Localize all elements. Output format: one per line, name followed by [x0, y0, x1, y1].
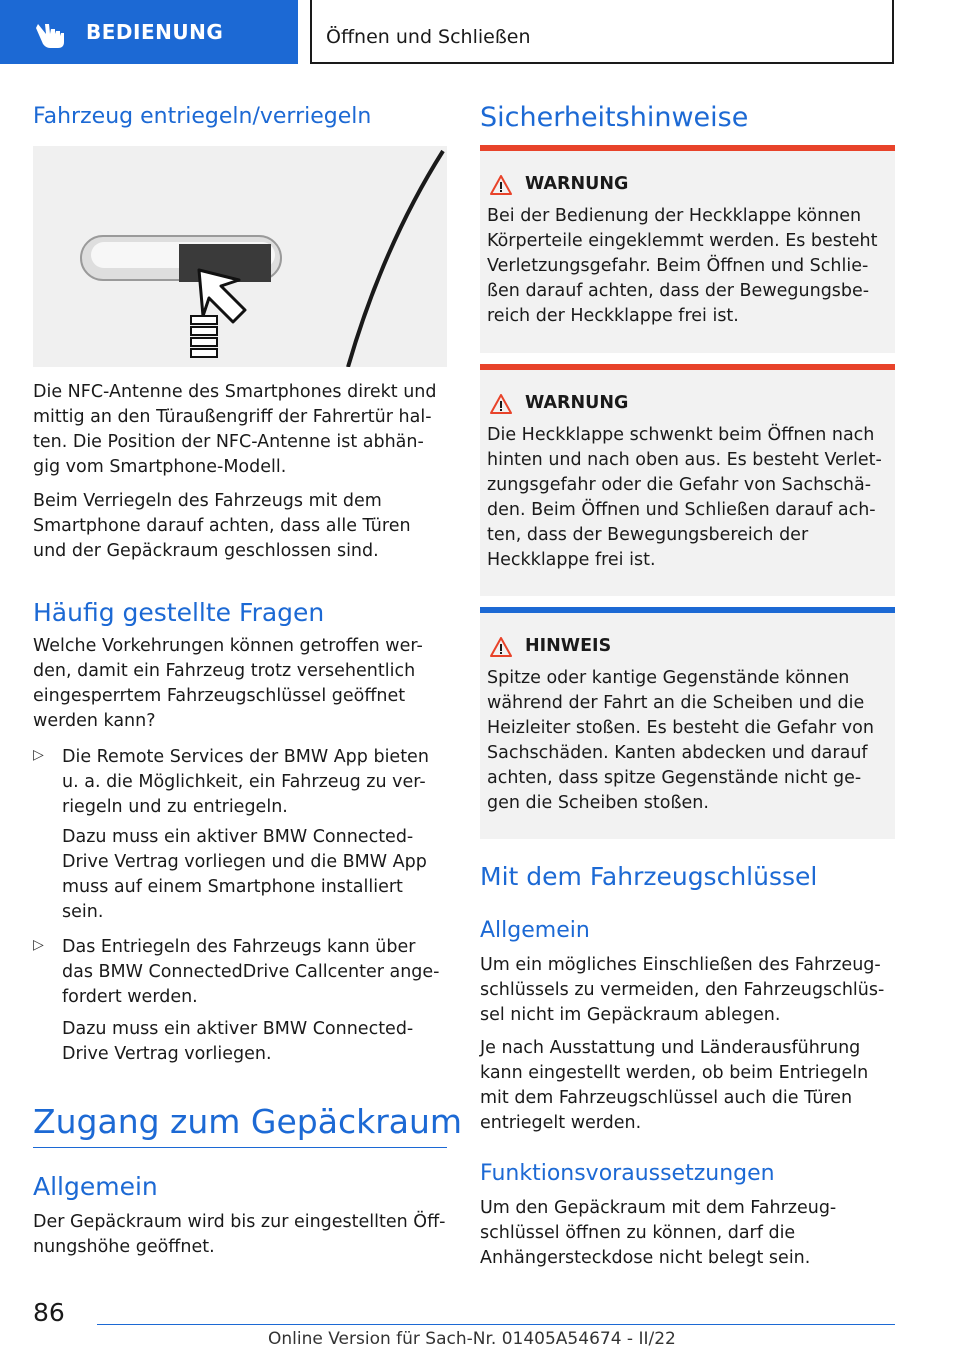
- paragraph-laenderausfuehrung: Je nach Ausstattung und Länderausführung kann eingestellt werden, ob beim Entriegeln mit dem Fahrzeugschlüssel auch die Türen entriegelt werden.: [480, 1038, 869, 1133]
- hint-triangle-icon: [490, 637, 512, 657]
- heading-zugang-gepaeckraum: Zugang zum Gepäckraum: [33, 1102, 463, 1141]
- heading-funktionsvoraussetzungen: Funktionsvoraussetzungen: [480, 1161, 775, 1186]
- paragraph-einschliessen: Um ein mögliches Einschließen des Fahrzeug-schlüssels zu vermeiden, den Fahrzeugschlüs-sel nicht im Gepäckraum ablegen.: [480, 955, 885, 1025]
- faq-question: Welche Vorkehrungen können getroffen wer-den, damit ein Fahrzeug trotz versehentlich eingesperrtem Fahrzeugschlüssel geöffnet werden kann?: [33, 636, 423, 731]
- heading-mit-dem-fahrzeugschluessel: Mit dem Fahrzeugschlüssel: [480, 862, 818, 891]
- chapter-tab: [0, 0, 298, 64]
- notice-title: WARNUNG: [525, 174, 629, 194]
- triangle-bullet-icon: ▷: [33, 747, 44, 763]
- warning-notice: [480, 364, 895, 596]
- hint-notice: [480, 607, 895, 839]
- heading-allgemein-right: Allgemein: [480, 918, 590, 943]
- triangle-bullet-icon: ▷: [33, 937, 44, 953]
- door-handle-image: [33, 146, 447, 367]
- list-item-subtext: Dazu muss ein aktiver BMW Connected-Drive Vertrag vorliegen.: [62, 1019, 414, 1064]
- footer-divider: [97, 1324, 895, 1325]
- notice-text: Spitze oder kantige Gegenstände können während der Fahrt an die Scheiben und die Heizleiter stoßen. Es besteht die Gefahr von Sachschäden. Kanten abdecken und darauf achten, dass spitze Gegenstände nicht ge-gen die Scheiben stoßen.: [487, 668, 874, 813]
- heading-divider: [33, 1147, 447, 1148]
- notice-text: Bei der Bedienung der Heckklappe können Körperteile eingeklemmt werden. Es besteht Verletzungsgefahr. Beim Öffnen und Schlie-ßen darauf achten, dass der Bewegungsbe-reich der Heckklappe frei ist.: [487, 206, 878, 326]
- list-item-text: Die Remote Services der BMW App bieten u. a. die Möglichkeit, ein Fahrzeug zu ver-riegeln und zu entriegeln.: [62, 747, 429, 817]
- heading-haeufig-gestellte-fragen: Häufig gestellte Fragen: [33, 598, 325, 627]
- paragraph-verriegeln: Beim Verriegeln des Fahrzeugs mit dem Smartphone darauf achten, dass alle Türen und der Gepäckraum geschlossen sind.: [33, 491, 411, 561]
- paragraph-nfc-antenne: Die NFC-Antenne des Smartphones direkt und mittig an den Türaußengriff der Fahrertür hal-ten. Die Position der NFC-Antenne ist abhän-gig vom Smartphone-Modell.: [33, 382, 437, 477]
- heading-sicherheitshinweise: Sicherheitshinweise: [480, 102, 749, 133]
- heading-allgemein-left: Allgemein: [33, 1172, 158, 1201]
- list-item-text: Das Entriegeln des Fahrzeugs kann über das BMW ConnectedDrive Callcenter ange-fordert werden.: [62, 937, 440, 1007]
- paragraph-allgemein-left: Der Gepäckraum wird bis zur eingestellten Öff-nungshöhe geöffnet.: [33, 1212, 446, 1257]
- list-item-subtext: Dazu muss ein aktiver BMW Connected-Drive Vertrag vorliegen und die BMW App muss auf einem Smartphone installiert sein.: [62, 827, 427, 922]
- warning-bar: [480, 364, 895, 370]
- door-handle-illustration: [33, 146, 447, 367]
- notice-title: HINWEIS: [525, 636, 612, 656]
- hand-pointer-icon: [34, 20, 68, 50]
- warning-bar: [480, 145, 895, 151]
- chapter-label: BEDIENUNG: [86, 20, 224, 44]
- page-number: 86: [33, 1298, 65, 1327]
- notice-text: Die Heckklappe schwenkt beim Öffnen nach hinten und nach oben aus. Es besteht Verlet-zungsgefahr oder die Gefahr von Sachschä-den. Beim Öffnen und Schließen darauf ach-ten, dass der Bewegungsbereich der Heckklappe frei ist.: [487, 425, 882, 570]
- online-version-note: Online Version für Sach-Nr. 01405A54674 - II/22: [268, 1329, 676, 1349]
- warning-notice: [480, 145, 895, 353]
- hint-bar: [480, 607, 895, 613]
- warning-triangle-icon: [490, 175, 512, 195]
- notice-title: WARNUNG: [525, 393, 629, 413]
- heading-fahrzeug-entriegeln: Fahrzeug entriegeln/verriegeln: [33, 104, 372, 129]
- paragraph-funktionsvoraussetzungen: Um den Gepäckraum mit dem Fahrzeug-schlüssel öffnen zu können, darf die Anhängersteckdose nicht belegt sein.: [480, 1198, 837, 1268]
- section-header: [310, 0, 894, 64]
- section-label: Öffnen und Schließen: [326, 26, 531, 48]
- warning-triangle-icon: [490, 394, 512, 414]
